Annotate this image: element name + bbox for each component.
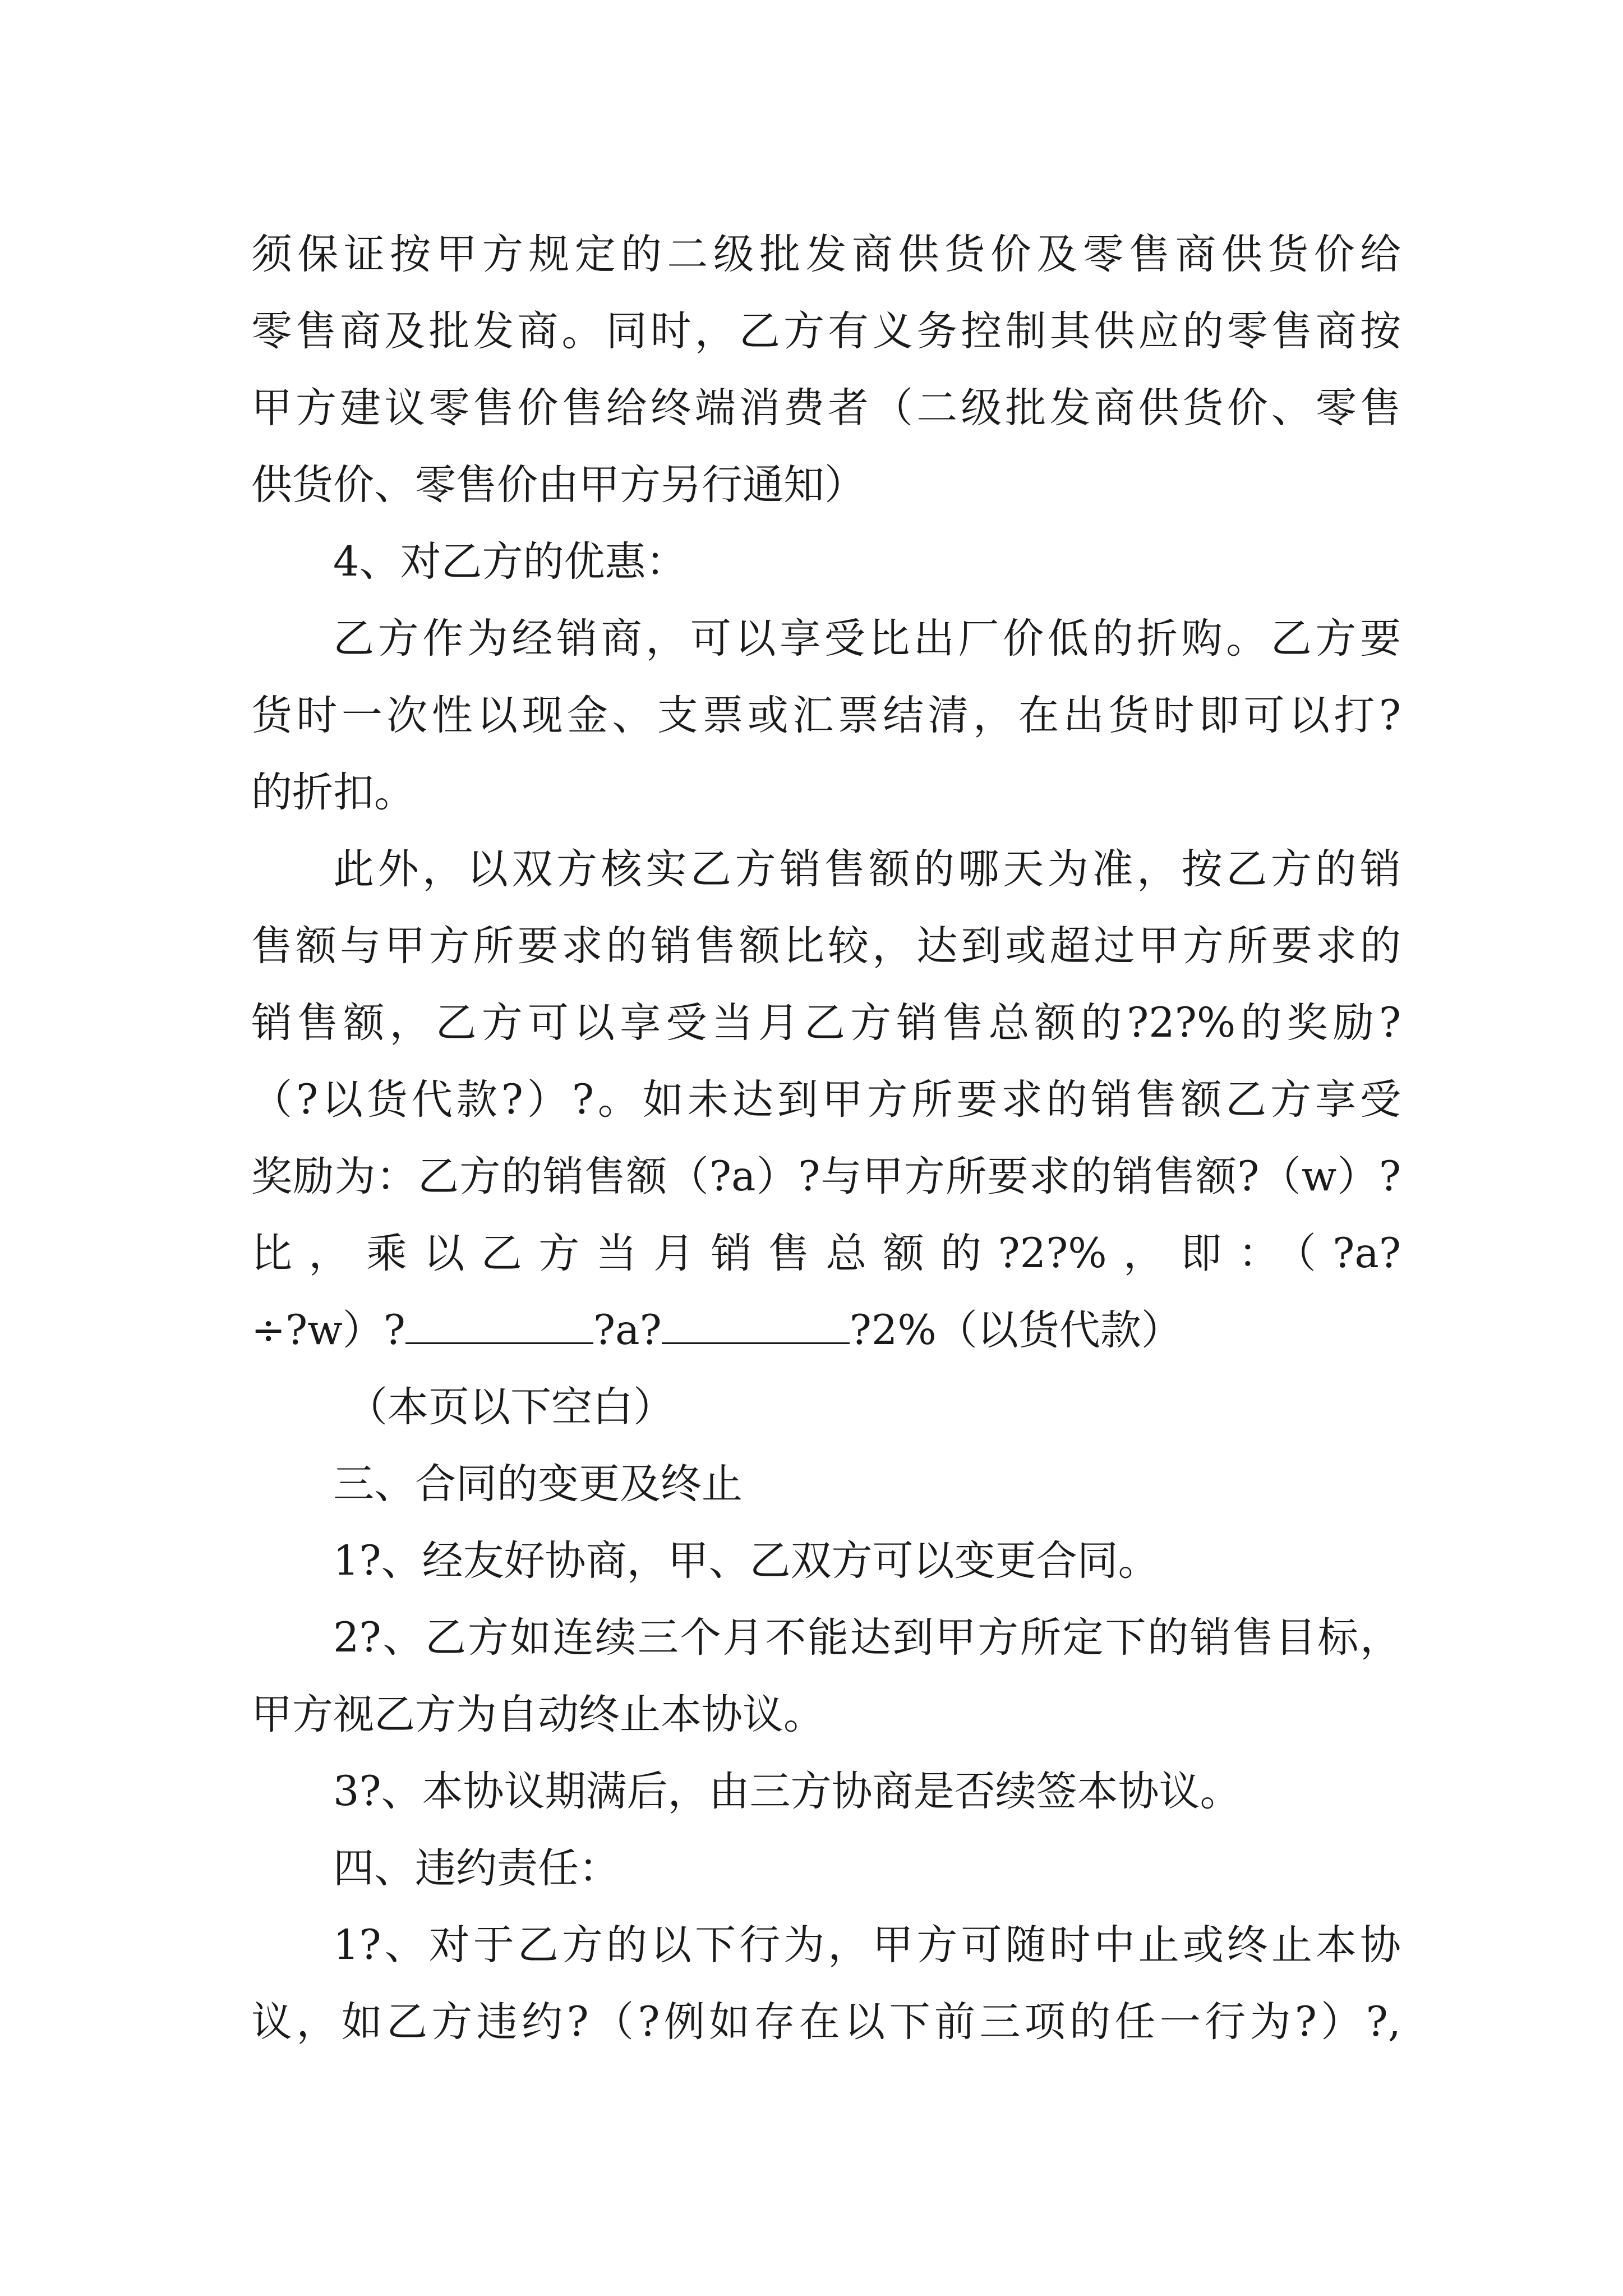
formula-part: ÷?w）? — [251, 1306, 405, 1354]
paragraph-line: 供货价、零售价由甲方另行通知） — [251, 461, 865, 509]
section-heading: 三、合同的变更及终止 — [333, 1460, 743, 1508]
paragraph-line: 比，乘以乙方当月销售总额的?2?%，即：（?a? — [251, 1230, 1401, 1277]
paragraph-line: 1?、对于乙方的以下行为，甲方可随时中止或终止本协 — [333, 1921, 1401, 1969]
paragraph-line: 议，如乙方违约?（?例如存在以下前三项的任一行为?）?, — [251, 1998, 1401, 2046]
formula-part: ?a? — [593, 1306, 662, 1354]
paragraph-line: （?以货代款?）?。如未达到甲方所要求的销售额乙方享受 — [251, 1076, 1401, 1124]
blank-underline — [662, 1308, 850, 1344]
paragraph-line: 货时一次性以现金、支票或汇票结清，在出货时即可以打? — [251, 692, 1401, 739]
paragraph-line: 售额与甲方所要求的销售额比较，达到或超过甲方所要求的 — [251, 922, 1401, 970]
blank-notice: （本页以下空白） — [347, 1383, 674, 1431]
formula-part: ?2%（以货代款） — [849, 1306, 1182, 1354]
paragraph-line: 1?、经友好协商，甲、乙双方可以变更合同。 — [333, 1537, 1159, 1585]
paragraph-line: 须保证按甲方规定的二级批发商供货价及零售商供货价给 — [251, 231, 1401, 278]
blank-underline — [405, 1308, 593, 1344]
section-heading: 四、违约责任： — [333, 1844, 620, 1892]
formula-line — [251, 1292, 1401, 1369]
document-body — [251, 216, 1401, 2060]
paragraph-line: 奖励为：乙方的销售额（?a）?与甲方所要求的销售额?（w）? — [251, 1153, 1401, 1200]
paragraph-line: 零售商及批发商。同时，乙方有义务控制其供应的零售商按 — [251, 307, 1401, 355]
section-heading: 4、对乙方的优惠： — [333, 538, 687, 586]
paragraph-line: 此外，以双方核实乙方销售额的哪天为准，按乙方的销 — [333, 845, 1401, 893]
paragraph-line: 甲方建议零售价售给终端消费者（二级批发商供货价、零售 — [251, 384, 1401, 432]
paragraph-line: 甲方视乙方为自动终止本协议。 — [251, 1691, 824, 1738]
paragraph-line: 销售额，乙方可以享受当月乙方销售总额的?2?%的奖励? — [251, 999, 1401, 1047]
paragraph-line: 2?、乙方如连续三个月不能达到甲方所定下的销售目标， — [333, 1614, 1401, 1662]
paragraph-line: 的折扣。 — [251, 769, 415, 816]
paragraph-line: 3?、本协议期满后，由三方协商是否续签本协议。 — [333, 1768, 1241, 1815]
paragraph-line: 乙方作为经销商，可以享受比出厂价低的折购。乙方要 — [333, 615, 1401, 662]
